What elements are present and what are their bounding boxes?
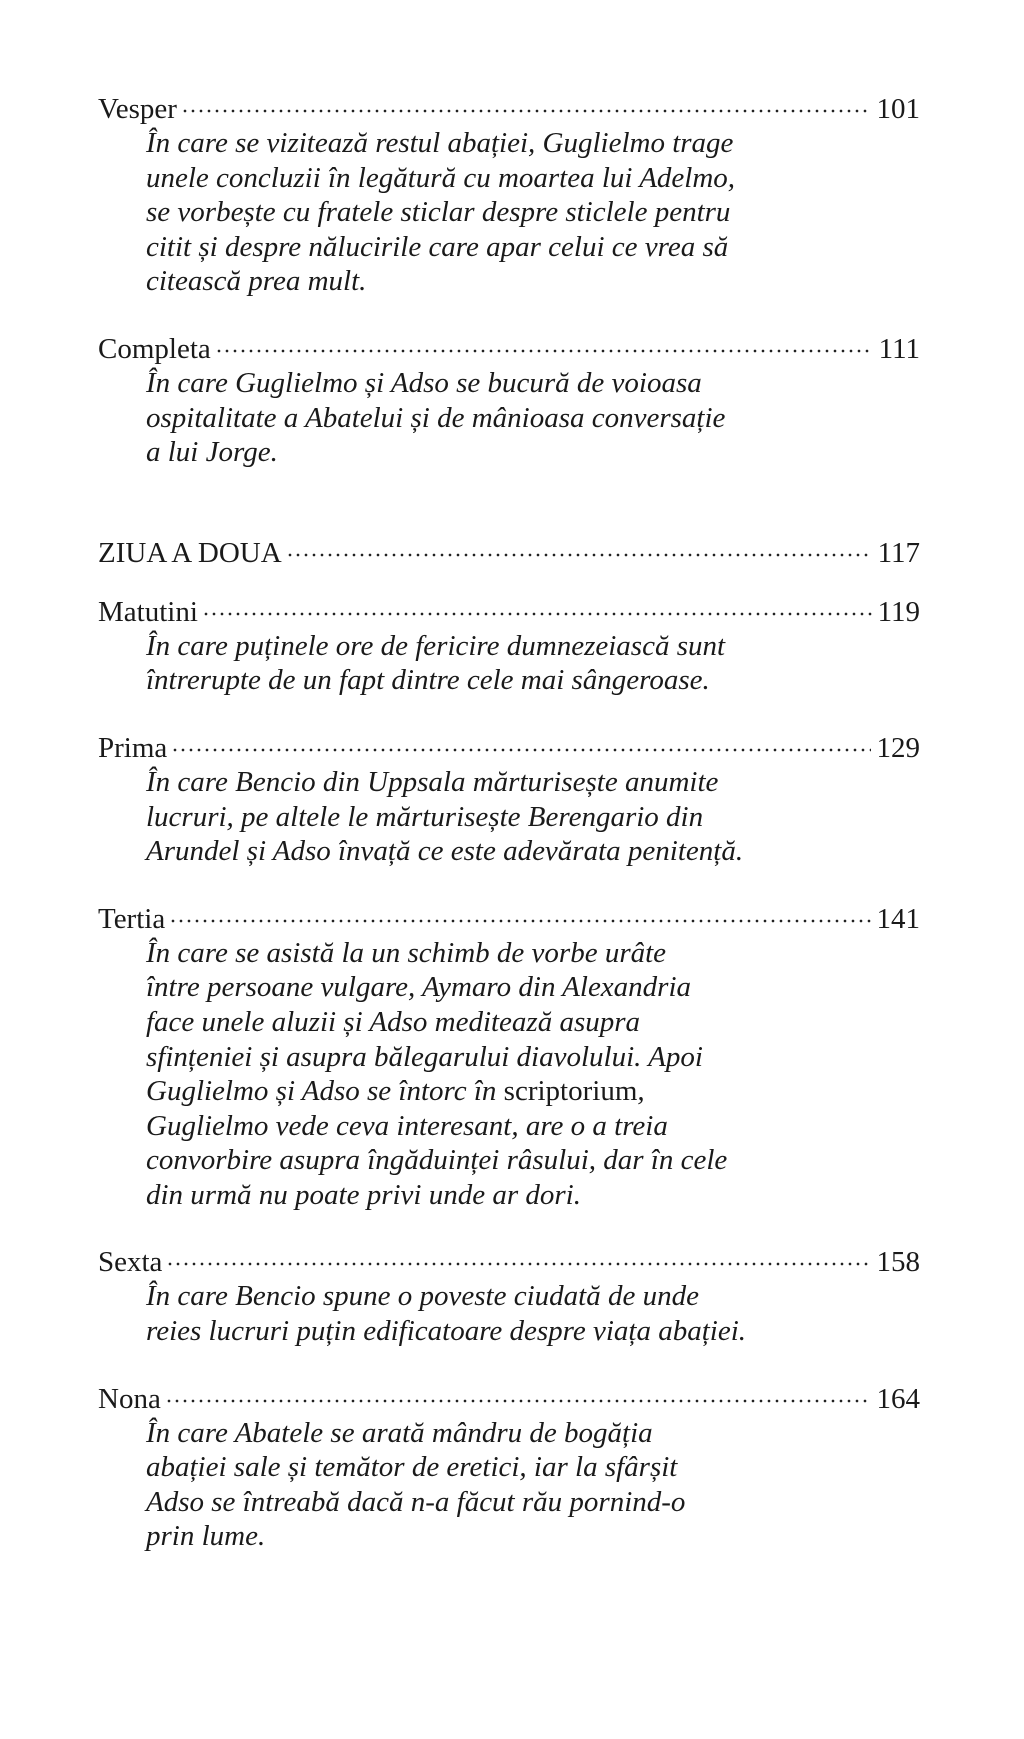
summary-line: Adso se întreabă dacă n-a făcut rău pornind-o (146, 1485, 686, 1518)
dot-leader (169, 893, 870, 928)
summary-line: sfințeniei și asupra bălegarului diavolului. Apoi (146, 1040, 703, 1073)
dot-leader (166, 1236, 870, 1271)
page-number: 129 (876, 731, 920, 764)
summary-segment: Guglielmo și Adso se întorc în (146, 1075, 504, 1108)
summary-line: În care Abatele se arată mândru de bogăția (146, 1416, 653, 1449)
summary-line: Guglielmo vede ceva interesant, are o a treia (146, 1109, 668, 1142)
toc-entry-heading (98, 722, 920, 764)
toc-entry-heading (98, 1236, 920, 1279)
entry-summary (146, 1416, 920, 1554)
entry-title: Tertia (98, 902, 166, 935)
summary-line: ospitalitate a Abatelui și de mânioasa conversație (146, 401, 726, 434)
summary-line: abației sale și temător de eretici, iar la sfârșit (146, 1451, 678, 1484)
page-number: 164 (876, 1382, 920, 1415)
toc-entry (98, 893, 920, 1213)
summary-line: face unele aluzii și Adso meditează asupra (146, 1005, 641, 1038)
dot-leader (181, 83, 871, 118)
toc-entry-heading (98, 893, 920, 935)
summary-line: convorbire asupra îngăduinței râsului, dar în cele (146, 1144, 728, 1177)
summary-line: În care se asistă la un schimb de vorbe urâte (146, 936, 667, 969)
toc-entry (98, 1373, 920, 1554)
page-number: 101 (876, 93, 920, 125)
dot-leader (286, 527, 872, 562)
dot-leader (165, 1373, 871, 1408)
table-of-contents (98, 83, 920, 1554)
summary-line: lucruri, pe altele le mărturisește Berengario din (146, 800, 704, 833)
toc-entry-heading (98, 1373, 920, 1415)
toc-entry (98, 83, 920, 299)
entry-summary (146, 1279, 920, 1348)
page-number: 111 (878, 332, 920, 365)
entry-title: Sexta (98, 1246, 163, 1279)
summary-line: În care Bencio din Uppsala mărturisește anumite (146, 765, 719, 798)
toc-entry-heading (98, 586, 920, 628)
summary-line: întrerupte de un fapt dintre cele mai sângeroase. (146, 664, 710, 697)
summary-line: din urmă nu poate privi unde ar dori. (146, 1178, 581, 1211)
summary-line: În care Guglielmo și Adso se bucură de voioasa (146, 366, 702, 399)
summary-line: unele concluzii în legătură cu moartea lui Adelmo, (146, 161, 736, 194)
page-number: 158 (876, 1246, 920, 1279)
entry-summary (146, 765, 920, 869)
entry-summary (146, 629, 920, 698)
entry-title: ZIUA A DOUA (98, 536, 282, 569)
summary-line: citească prea mult. (146, 265, 367, 298)
entry-title: Prima (98, 731, 168, 764)
summary-segment: , (637, 1075, 645, 1108)
summary-roman-word: scriptorium (503, 1075, 638, 1108)
summary-line: În care se vizitează restul abației, Guglielmo trage (146, 127, 734, 159)
entry-summary (146, 366, 920, 470)
summary-line: reies lucruri puțin edificatoare despre viața abației. (146, 1315, 747, 1348)
dot-leader (215, 323, 873, 358)
toc-entry (98, 1236, 920, 1348)
summary-line (146, 1074, 920, 1109)
toc-part-heading (98, 527, 920, 569)
dot-leader (171, 722, 870, 757)
page-number: 141 (876, 902, 920, 935)
toc-entry-heading (98, 323, 920, 365)
toc-entry-heading (98, 527, 920, 569)
entry-title: Matutini (98, 595, 198, 628)
entry-summary (146, 936, 920, 1213)
toc-entry (98, 323, 920, 470)
entry-title: Vesper (98, 93, 177, 125)
dot-leader (202, 586, 872, 621)
summary-line: În care Bencio spune o poveste ciudată de unde (146, 1280, 699, 1313)
summary-line: citit și despre nălucirile care apar celui ce vrea să (146, 230, 729, 263)
page-number: 117 (877, 536, 920, 569)
summary-line: a lui Jorge. (146, 436, 278, 469)
summary-line: se vorbește cu fratele sticlar despre sticlele pentru (146, 196, 731, 229)
toc-entry-heading (98, 83, 920, 125)
summary-line: între persoane vulgare, Aymaro din Alexandria (146, 971, 692, 1004)
entry-title: Nona (98, 1382, 161, 1415)
page-number: 119 (877, 595, 920, 628)
toc-entry (98, 722, 920, 869)
toc-entry (98, 586, 920, 698)
entry-title: Completa (98, 332, 211, 365)
summary-line: prin lume. (146, 1520, 266, 1553)
summary-line: În care puținele ore de fericire dumnezeiască sunt (146, 629, 726, 662)
entry-summary (146, 126, 920, 299)
summary-line: Arundel și Adso învață ce este adevărata penitență. (146, 835, 744, 868)
